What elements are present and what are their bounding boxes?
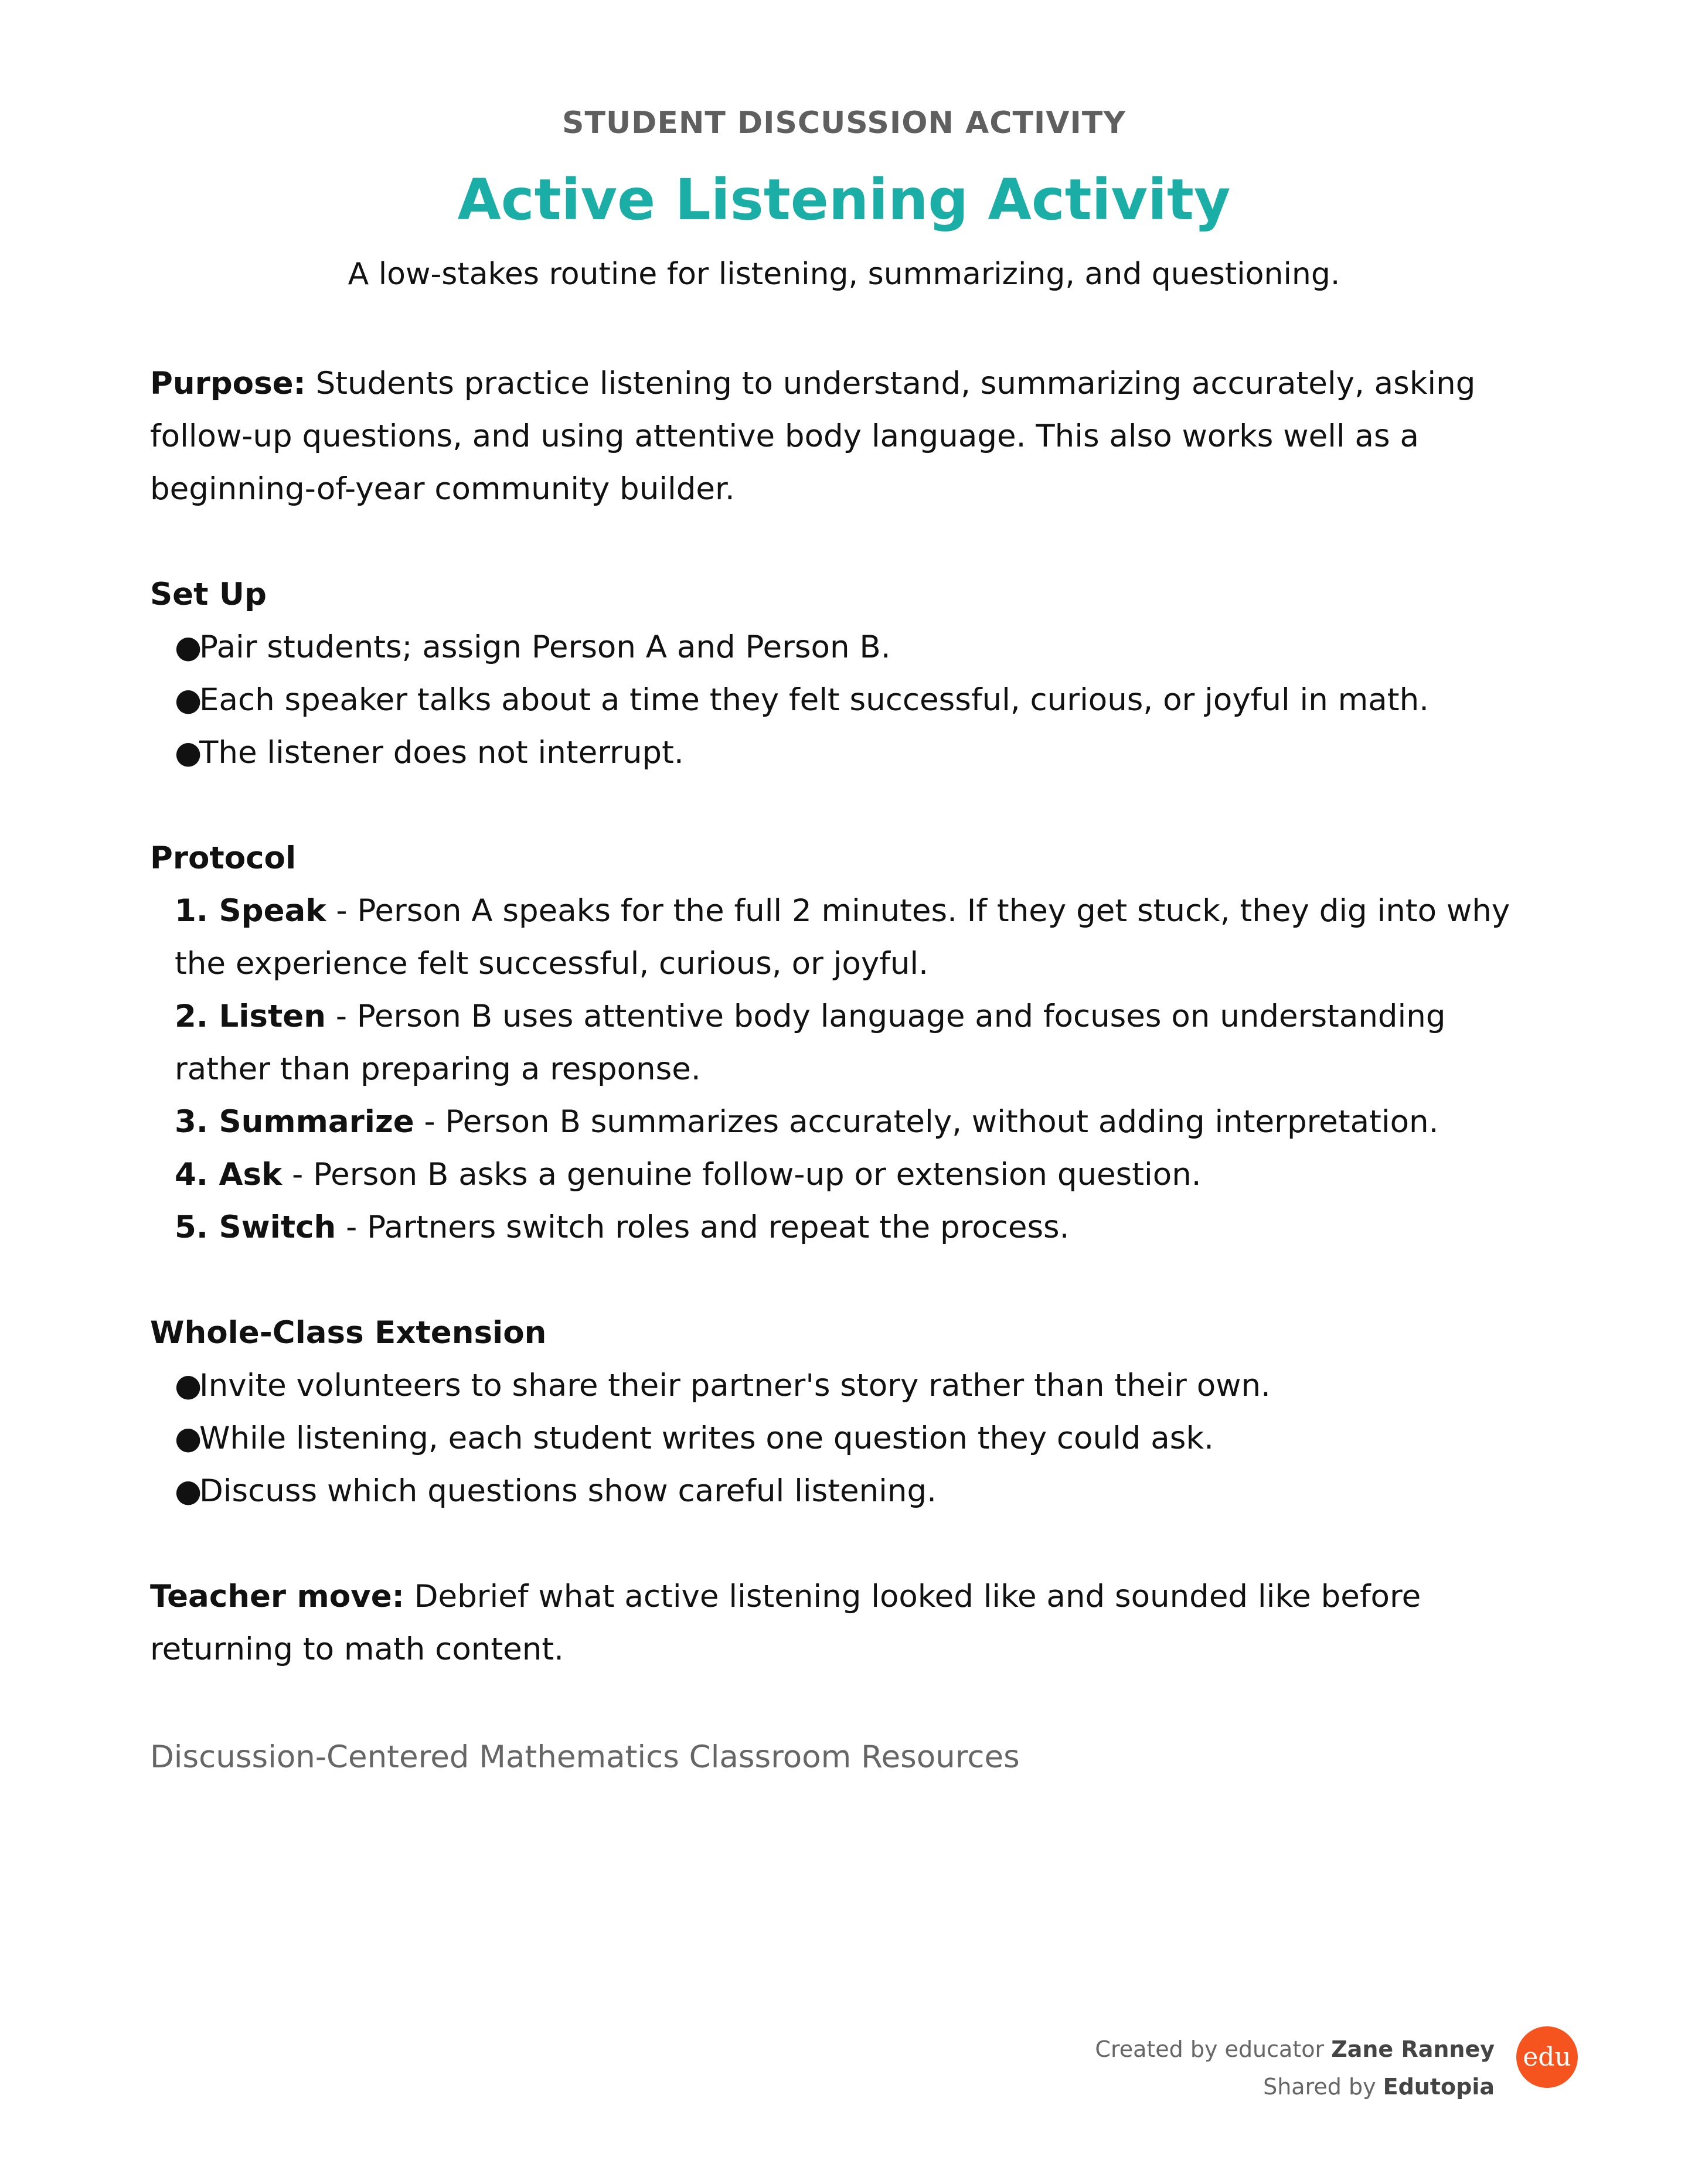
shared-prefix: Shared by: [1263, 2074, 1383, 2100]
setup-section: [150, 568, 1545, 779]
setup-item-3: The listener does not interrupt.: [199, 735, 684, 771]
list-item: [175, 1360, 1545, 1412]
document-body: [150, 357, 1545, 1676]
eyebrow-label: STUDENT DISCUSSION ACTIVITY: [562, 105, 1126, 141]
extension-item-1: Invite volunteers to share their partner's story rather than their own.: [199, 1368, 1271, 1403]
step-text: - Person B asks a genuine follow-up or extension question.: [282, 1157, 1202, 1192]
list-item: [175, 727, 1545, 779]
step-label: 2. Listen: [175, 999, 326, 1034]
bullet-icon: ●: [175, 629, 202, 665]
creator-name: Zane Ranney: [1331, 2036, 1495, 2062]
credit-block: [1095, 2030, 1495, 2105]
page-title: Active Listening Activity: [457, 167, 1231, 233]
page-subtitle: A low-stakes routine for listening, summarizing, and questioning.: [348, 257, 1340, 292]
step-label: 3. Summarize: [175, 1104, 414, 1140]
created-prefix: Created by educator: [1095, 2036, 1332, 2062]
setup-item-1: Pair students; assign Person A and Person B.: [199, 629, 891, 665]
resource-footer-note: Discussion-Centered Mathematics Classroom Resources: [150, 1739, 1020, 1775]
list-item: [175, 621, 1545, 674]
purpose-paragraph: [150, 357, 1545, 516]
setup-heading: Set Up: [150, 577, 267, 612]
teacher-move-paragraph: [150, 1570, 1545, 1676]
step-label: 1. Speak: [175, 893, 326, 929]
setup-item-2: Each speaker talks about a time they felt successful, curious, or joyful in math.: [199, 682, 1430, 718]
teacher-move-text: Debrief what active listening looked like and sounded like before returning to math content.: [150, 1579, 1421, 1667]
edutopia-logo-icon: edu: [1516, 2026, 1578, 2088]
protocol-step: [175, 1096, 1545, 1149]
bullet-icon: ●: [175, 735, 202, 771]
list-item: [175, 674, 1545, 727]
bullet-icon: ●: [175, 1473, 202, 1509]
extension-item-3: Discuss which questions show careful listening.: [199, 1473, 937, 1509]
step-text: - Person B uses attentive body language and focuses on understanding rather than preparing a response.: [175, 999, 1446, 1087]
step-text: - Person A speaks for the full 2 minutes. If they get stuck, they dig into why the experience felt successful, curious, or joyful.: [175, 893, 1510, 982]
shared-by-line: [1095, 2068, 1495, 2105]
purpose-label: Purpose:: [150, 366, 306, 401]
step-text: - Person B summarizes accurately, without adding interpretation.: [414, 1104, 1439, 1140]
protocol-step: [175, 1201, 1545, 1254]
protocol-step: [175, 885, 1545, 990]
list-item: [175, 1465, 1545, 1518]
extension-heading: Whole-Class Extension: [150, 1315, 547, 1351]
protocol-step: [175, 990, 1545, 1096]
purpose-text: Students practice listening to understand, summarizing accurately, asking follow-up questions, and using attentive body language. This also works well as a beginning-of-year community builder.: [150, 366, 1476, 507]
list-item: [175, 1412, 1545, 1465]
step-label: 4. Ask: [175, 1157, 283, 1192]
extension-section: [150, 1307, 1545, 1518]
protocol-step: [175, 1149, 1545, 1201]
created-by-line: [1095, 2030, 1495, 2068]
teacher-move-section: [150, 1570, 1545, 1676]
teacher-move-label: Teacher move:: [150, 1579, 404, 1614]
step-label: 5. Switch: [175, 1209, 336, 1245]
setup-list: [150, 621, 1545, 779]
protocol-section: [150, 832, 1545, 1254]
sharer-name: Edutopia: [1383, 2074, 1495, 2100]
step-text: - Partners switch roles and repeat the process.: [336, 1209, 1070, 1245]
bullet-icon: ●: [175, 1368, 202, 1403]
protocol-steps: [150, 885, 1545, 1254]
bullet-icon: ●: [175, 682, 202, 718]
extension-list: [150, 1360, 1545, 1518]
extension-item-2: While listening, each student writes one question they could ask.: [199, 1420, 1214, 1456]
bullet-icon: ●: [175, 1420, 202, 1456]
protocol-heading: Protocol: [150, 840, 297, 876]
